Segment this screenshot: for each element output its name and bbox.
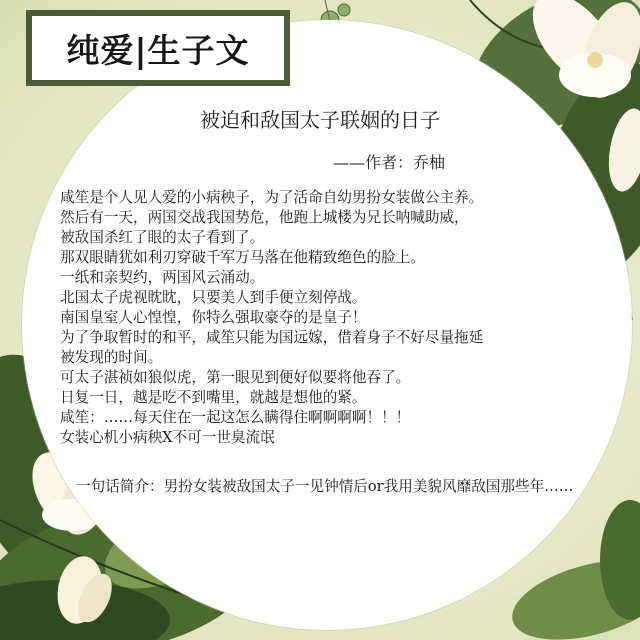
summary-line: 日复一日，越是吃不到嘴里，就越是想他的紧。	[60, 389, 367, 406]
genre-tag-box	[26, 10, 290, 86]
summary-line: 南国皇室人心惶惶，你特么强取豪夺的是皇子！	[60, 309, 367, 326]
summary-line: 北国太子虎视眈眈，只要美人到手便立刻停战。	[60, 289, 367, 306]
summary-line: 咸笙是个人见人爱的小病秧子，为了活命自幼男扮女装做公主养。	[60, 189, 484, 206]
genre-tag-label: 纯爱|生子文	[66, 30, 250, 70]
author-line: ——作者：乔柚	[333, 153, 446, 172]
summary-line: 那双眼睛犹如利刃穿破千军万马落在他精致绝色的脸上。	[60, 249, 425, 266]
genre-tag-inner	[32, 16, 284, 80]
summary-line: 一纸和亲契约，两国风云涌动。	[60, 269, 265, 286]
summary-line: 被发现的时间。	[60, 349, 163, 366]
summary-line: 为了争取暂时的和平，咸笙只能为国远嫁，借着身子不好尽量拖延	[60, 329, 484, 346]
summary-line: 然后有一天，两国交战我国势危，他跑上城楼为兄长呐喊助威，	[60, 209, 469, 226]
summary-line: 女装心机小病秧X不可一世臭流氓	[60, 429, 275, 446]
summary-line: 可太子湛祯如狼似虎，第一眼见到便好似要将他吞了。	[60, 369, 411, 386]
one-line-summary	[76, 476, 596, 498]
summary-line: 咸笙：……每天住在一起这怎么瞒得住啊啊啊啊！！！	[60, 409, 411, 426]
book-title: 被迫和敌国太子联姻的日子	[200, 108, 440, 132]
summary-block	[60, 188, 608, 448]
one-line-summary-text: 男扮女装被敌国太子一见钟情后or我用美貌风靡敌国那些年……	[163, 478, 574, 495]
one-line-summary-label: 一句话简介：	[76, 478, 164, 495]
summary-line: 被敌国杀红了眼的太子看到了。	[60, 229, 265, 246]
